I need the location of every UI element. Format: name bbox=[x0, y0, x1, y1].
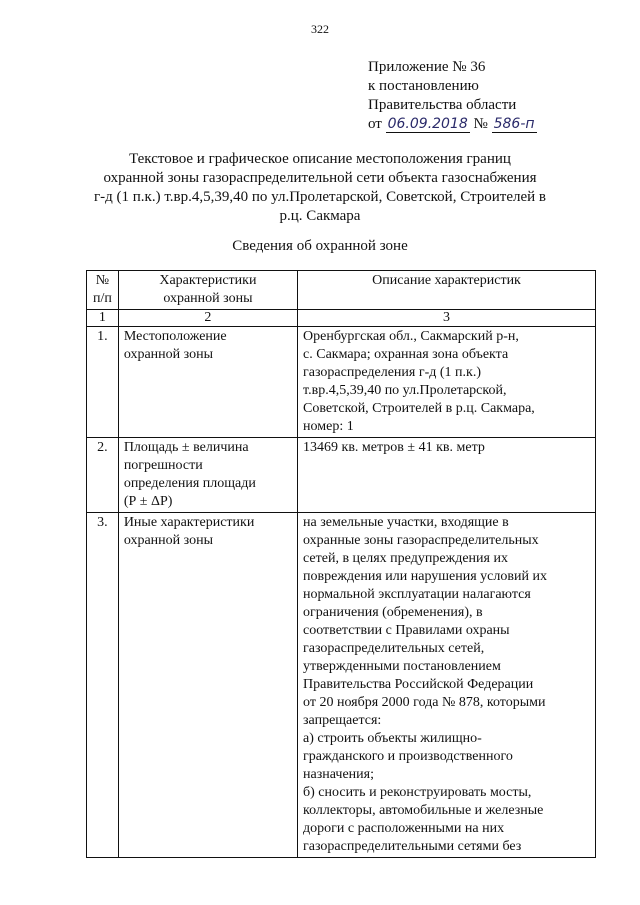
appendix-line-1: Приложение № 36 bbox=[368, 59, 486, 75]
protection-zone-table bbox=[86, 270, 596, 858]
table-index-row bbox=[87, 310, 596, 327]
index-cell-3: 3 bbox=[298, 310, 596, 327]
date-prefix: от bbox=[368, 116, 382, 132]
header-characteristic: Характеристики охранной зоны bbox=[118, 271, 297, 310]
table-row bbox=[87, 513, 596, 858]
row-number: 1. bbox=[87, 327, 119, 438]
row-description: на земельные участки, входящие в охранные зоны газораспределительных сетей, в целях предупреждения их повреждения или нарушения условий их нормальной эксплуатации налагаются ограничения (обременения), в соответствии с Правилами охраны газораспределительных сетей, утвержденными постановлением Правительства Российской Федерации от 20 ноября 2000 года № 878, которыми запрещается: а) строить объекты жилищно- гражданского и производственного назначения; б) сносить и реконструировать мосты, коллекторы, автомобильные и железные дороги с расположенными на них газораспределительными сетями без bbox=[298, 513, 596, 858]
appendix-block bbox=[368, 58, 537, 134]
table-header-row bbox=[87, 271, 596, 310]
table-row bbox=[87, 327, 596, 438]
row-description: Оренбургская обл., Сакмарский р-н, с. Сакмара; охранная зона объекта газораспределения г-д (1 п.к.) т.вр.4,5,39,40 по ул.Пролетарской, Советской, Строителей в р.ц. Сакмара, номер: 1 bbox=[298, 327, 596, 438]
section-title: Сведения об охранной зоне bbox=[232, 238, 408, 254]
row-characteristic: Иные характеристики охранной зоны bbox=[118, 513, 297, 858]
handwritten-number: 586-п bbox=[493, 116, 535, 132]
document-title: Текстовое и графическое описание местоположения границ охранной зоны газораспределительной сети объекта газоснабжения г-д (1 п.к.) т.вр.4,5,39,40 по ул.Пролетарской, Советской, Строителей в р.ц. Сакмара bbox=[94, 151, 546, 224]
table-row bbox=[87, 438, 596, 513]
handwritten-date: 06.09.2018 bbox=[387, 116, 468, 132]
row-number: 2. bbox=[87, 438, 119, 513]
row-number: 3. bbox=[87, 513, 119, 858]
header-description: Описание характеристик bbox=[298, 271, 596, 310]
header-number: № п/п bbox=[87, 271, 119, 310]
row-description: 13469 кв. метров ± 41 кв. метр bbox=[298, 438, 596, 513]
appendix-date-line bbox=[368, 115, 537, 134]
index-cell-2: 2 bbox=[118, 310, 297, 327]
page-number: 322 bbox=[311, 22, 329, 36]
row-characteristic: Местоположение охранной зоны bbox=[118, 327, 297, 438]
appendix-line-3: Правительства области bbox=[368, 97, 517, 113]
row-characteristic: Площадь ± величина погрешности определения площади (Р ± ΔР) bbox=[118, 438, 297, 513]
appendix-line-2: к постановлению bbox=[368, 78, 479, 94]
index-cell-1: 1 bbox=[87, 310, 119, 327]
number-prefix: № bbox=[473, 116, 488, 132]
